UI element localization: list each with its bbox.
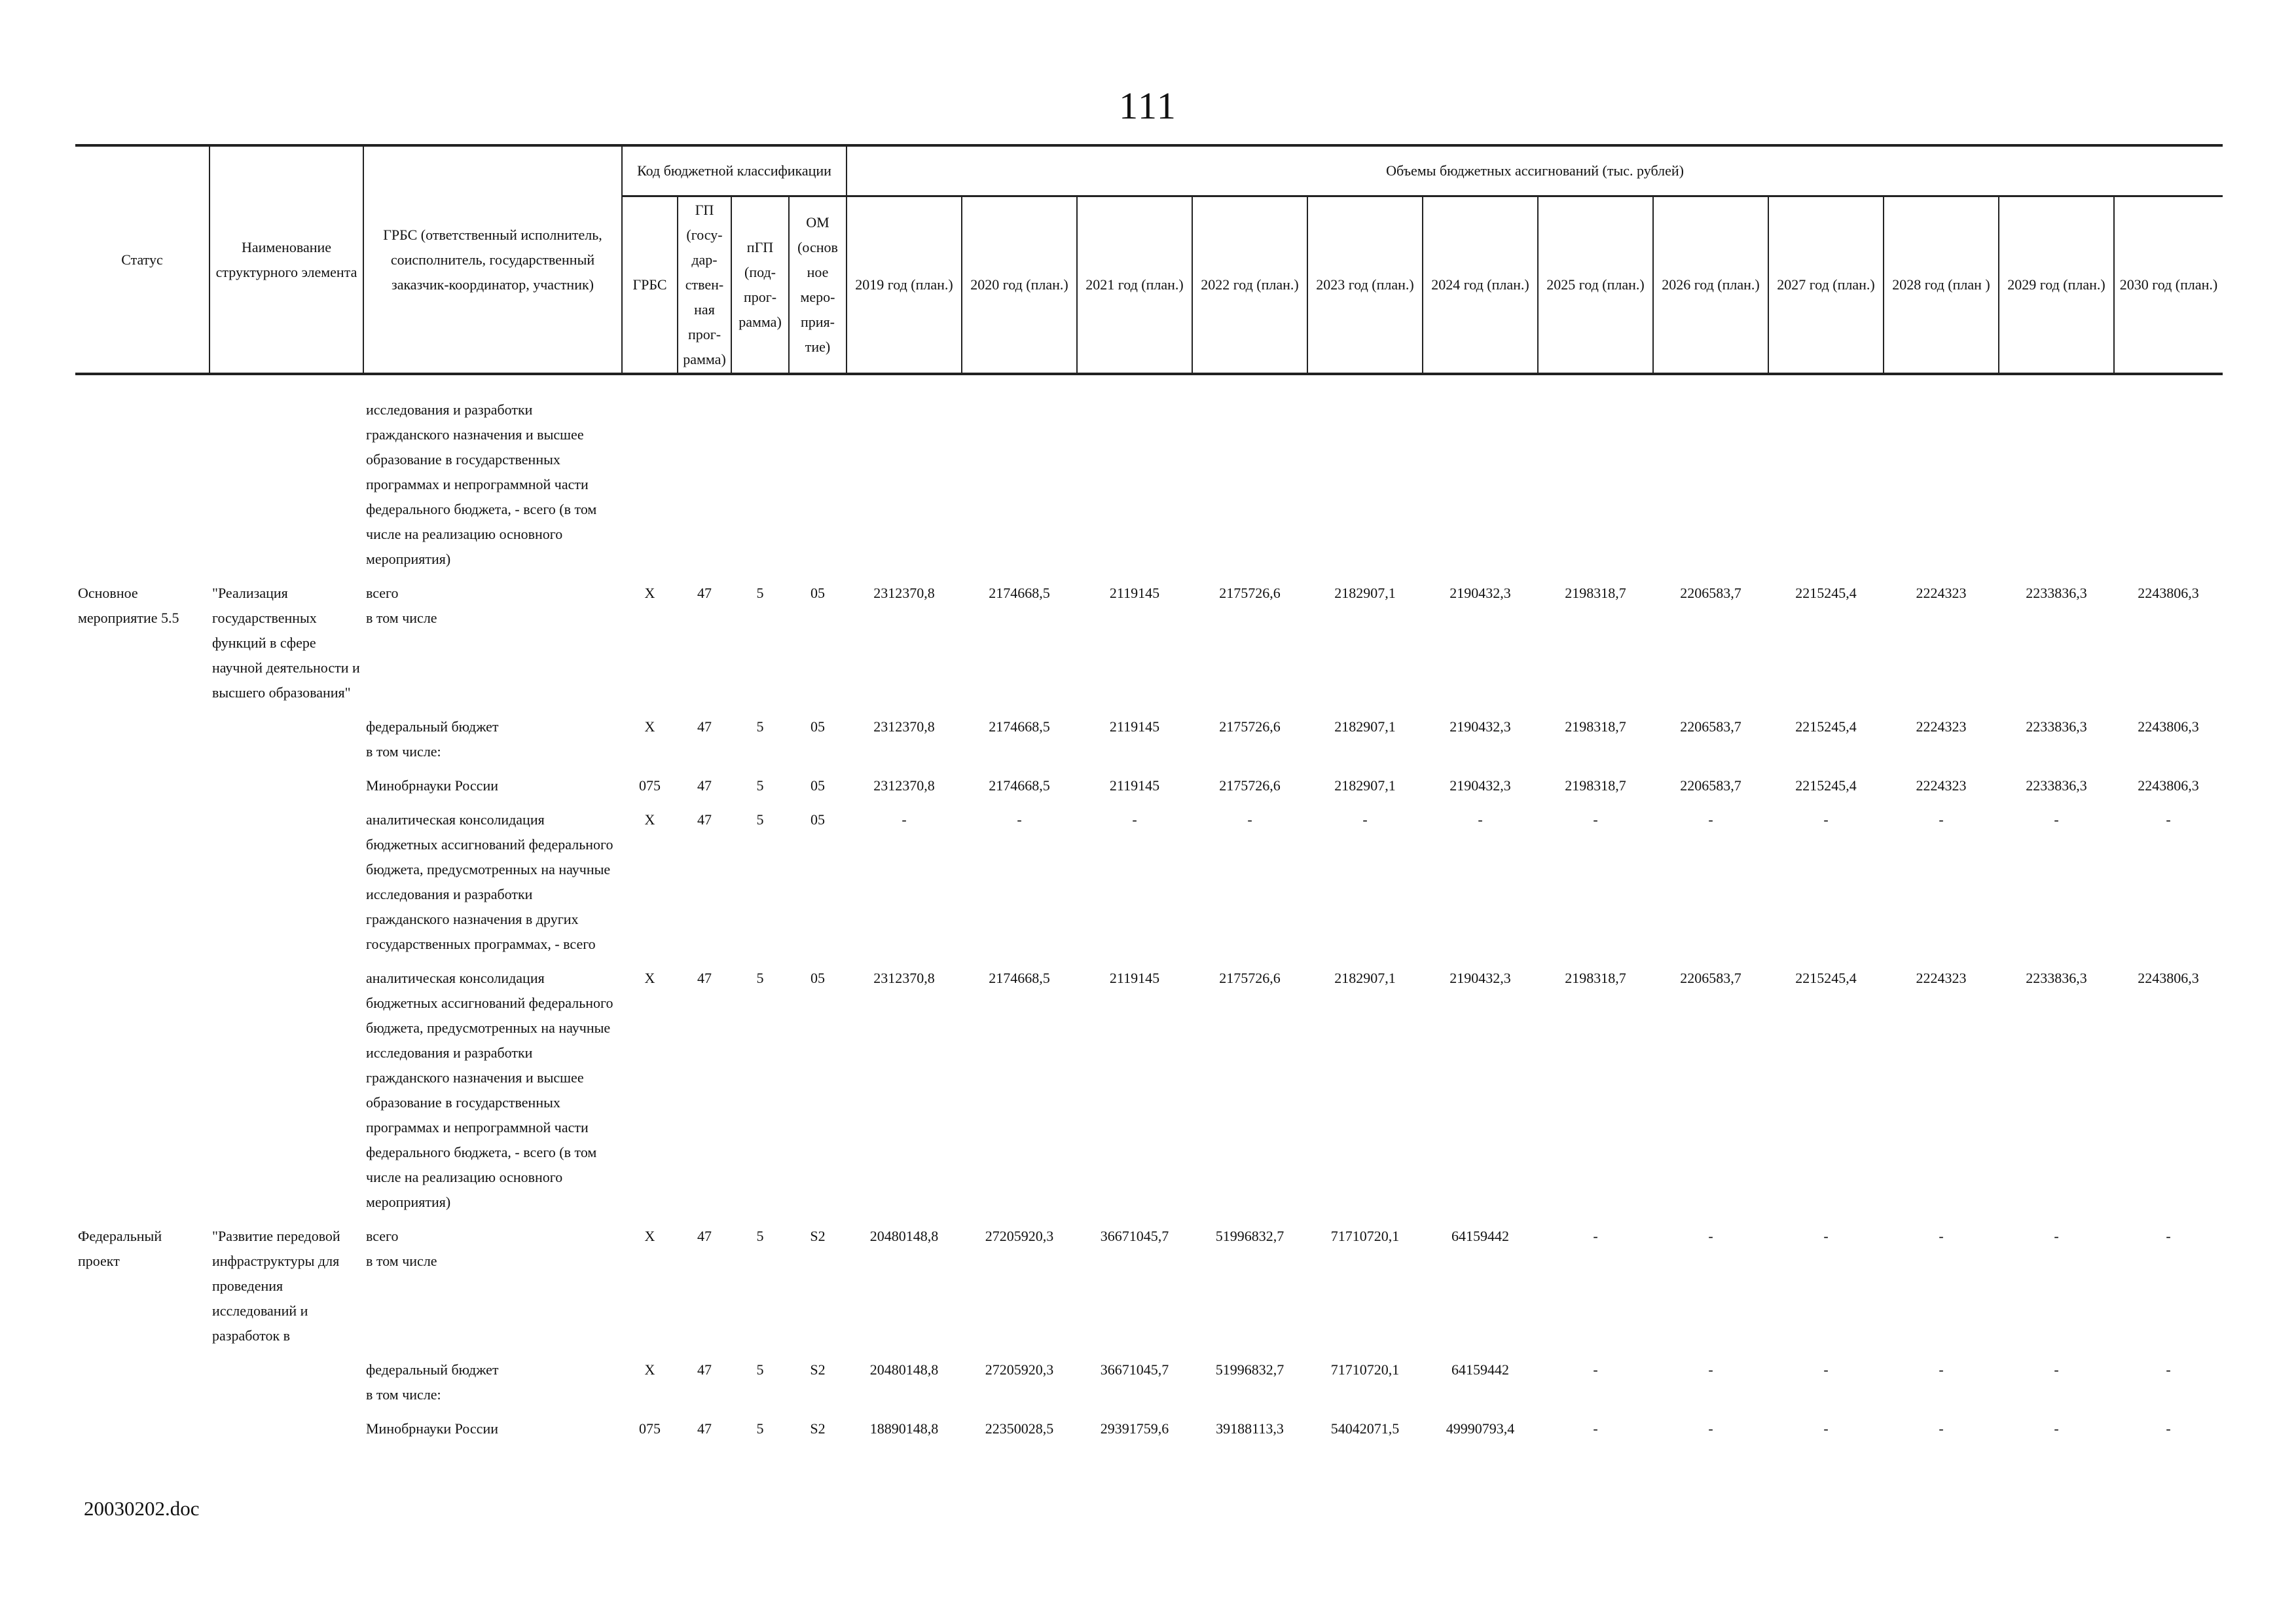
row-status: [75, 807, 210, 957]
row-grbs-code: Х: [644, 970, 655, 986]
header-year: 2024 год (план.): [1423, 196, 1538, 375]
row-pgp-code: 5: [756, 811, 764, 828]
row-status: Основное мероприятие 5.5: [78, 585, 179, 626]
row-year-value: -: [1939, 1420, 1944, 1437]
row-om-code: 05: [811, 970, 825, 986]
row-om-code: S2: [810, 1361, 826, 1378]
header-year: 2026 год (план.): [1653, 196, 1768, 375]
row-year-value: -: [1939, 1361, 1944, 1378]
row-year-value: -: [1593, 811, 1598, 828]
row-grbs-text: исследования и разработки гражданского назначения и высшее образование в государственных программах и непрограммной части федерального бюджета, - всего (в том числе на реализацию основного мероприятия): [366, 401, 597, 567]
row-year-value: -: [1593, 1361, 1598, 1378]
row-year-value: 2174668,5: [989, 585, 1050, 601]
row-year-value: 2243806,3: [2138, 718, 2199, 735]
header-grbs: ГРБС: [622, 196, 678, 375]
header-year: 2020 год (план.): [962, 196, 1077, 375]
table-row: [75, 397, 2223, 572]
row-pgp-code: [731, 397, 789, 572]
row-year-value: 2190432,3: [1449, 970, 1511, 986]
row-year-value: -: [2054, 1420, 2059, 1437]
row-year-value: -: [2166, 811, 2171, 828]
table-row: [75, 1416, 2223, 1441]
row-year-value: 36671045,7: [1100, 1228, 1169, 1244]
row-element-name: [210, 714, 363, 764]
header-grbs-full: ГРБС (ответственный исполнитель, соисполнитель, государственный заказчик-координатор, участник): [363, 145, 622, 374]
row-year-value: 18890148,8: [869, 1420, 939, 1437]
header-year: 2027 год (план.): [1768, 196, 1884, 375]
row-om-code: [789, 397, 847, 572]
row-pgp-code: 5: [756, 1420, 764, 1437]
row-status: Федеральный проект: [78, 1228, 162, 1269]
table-body: [75, 374, 2223, 1450]
row-pgp-code: 5: [756, 1361, 764, 1378]
row-grbs-code: [622, 397, 678, 572]
row-year-value: 2206583,7: [1680, 585, 1741, 601]
row-grbs-text: Минобрнауки России: [366, 777, 498, 794]
row-grbs-text: аналитическая консолидация бюджетных ассигнований федерального бюджета, предусмотренных на научные исследования и разработки гражданского назначения и высшее образование в государственных программах и непрограммной части федерального бюджета, - всего (в том числе на реализацию основного мероприятия): [366, 970, 613, 1210]
budget-allocation-table: [75, 144, 2223, 1450]
row-year-value: 2215245,4: [1795, 777, 1857, 794]
header-gp: ГП (госу-дар-ствен-ная прог-рамма): [678, 196, 731, 375]
row-year-value: 2198318,7: [1565, 777, 1626, 794]
row-status: [75, 1357, 210, 1407]
row-year-value: -: [1708, 1361, 1713, 1378]
document-filename: 20030202.doc: [84, 1497, 200, 1520]
row-year-value: -: [1823, 1361, 1829, 1378]
row-element-name: [210, 397, 363, 572]
row-gp-code: 47: [697, 1420, 712, 1437]
row-grbs-code: Х: [644, 811, 655, 828]
row-grbs-text: федеральный бюджет в том числе:: [366, 718, 499, 760]
row-year-value: 2215245,4: [1795, 970, 1857, 986]
row-year-value: 2206583,7: [1680, 970, 1741, 986]
row-element-name: "Развитие передовой инфраструктуры для проведения исследований и разработок в: [212, 1228, 340, 1344]
row-year-value: -: [2054, 1228, 2059, 1244]
row-pgp-code: 5: [756, 1228, 764, 1244]
table-row: [75, 807, 2223, 957]
row-pgp-code: 5: [756, 718, 764, 735]
row-year-value: 2174668,5: [989, 970, 1050, 986]
row-year-value: 2174668,5: [989, 718, 1050, 735]
row-year-value: 2174668,5: [989, 777, 1050, 794]
header-year: 2023 год (план.): [1307, 196, 1423, 375]
row-status: [75, 1416, 210, 1441]
row-year-value: -: [1593, 1228, 1598, 1244]
row-year-value: 2233836,3: [2026, 777, 2087, 794]
row-year-value: -: [2166, 1420, 2171, 1437]
row-gp-code: 47: [697, 1228, 712, 1244]
row-year-value: 2175726,6: [1219, 970, 1281, 986]
row-year-value: 27205920,3: [985, 1361, 1054, 1378]
row-grbs-code: Х: [644, 718, 655, 735]
row-year-value: 2312370,8: [873, 777, 935, 794]
header-year: 2021 год (план.): [1077, 196, 1192, 375]
row-grbs-text: федеральный бюджет в том числе:: [366, 1361, 499, 1403]
row-grbs-code: Х: [644, 585, 655, 601]
row-year-value: 2215245,4: [1795, 585, 1857, 601]
header-element-name: Наименование структурного элемента: [210, 145, 363, 374]
header-om: ОМ (основ ное меро-прия-тие): [789, 196, 847, 375]
row-gp-code: [678, 397, 731, 572]
page-number: 111: [1119, 84, 1177, 127]
row-year-value: [1307, 397, 1423, 572]
row-year-value: -: [2054, 811, 2059, 828]
row-year-value: -: [1708, 1420, 1713, 1437]
row-grbs-code: 075: [639, 1420, 661, 1437]
row-gp-code: 47: [697, 970, 712, 986]
row-year-value: -: [1823, 1228, 1829, 1244]
header-year: 2022 год (план.): [1192, 196, 1307, 375]
row-om-code: 05: [811, 777, 825, 794]
row-year-value: -: [2166, 1228, 2171, 1244]
row-gp-code: 47: [697, 1361, 712, 1378]
row-year-value: 2119145: [1109, 970, 1160, 986]
header-year: 2030 год (план.): [2114, 196, 2223, 375]
header-year: 2019 год (план.): [847, 196, 962, 375]
row-year-value: [1884, 397, 1999, 572]
row-year-value: -: [1939, 1228, 1944, 1244]
row-year-value: 2224323: [1916, 970, 1967, 986]
row-element-name: [210, 1416, 363, 1441]
row-pgp-code: 5: [756, 970, 764, 986]
row-om-code: S2: [810, 1228, 826, 1244]
table-row: [75, 1224, 2223, 1348]
row-year-value: 2119145: [1109, 718, 1160, 735]
row-year-value: -: [1017, 811, 1022, 828]
row-year-value: 2233836,3: [2026, 970, 2087, 986]
header-year: 2028 год (план ): [1884, 196, 1999, 375]
row-grbs-code: Х: [644, 1361, 655, 1378]
row-year-value: 20480148,8: [869, 1228, 939, 1244]
table-header: [75, 145, 2223, 374]
row-year-value: -: [1247, 811, 1252, 828]
row-grbs-text: Минобрнауки России: [366, 1420, 498, 1437]
row-year-value: [1768, 397, 1884, 572]
row-year-value: 49990793,4: [1446, 1420, 1515, 1437]
row-year-value: -: [1939, 811, 1944, 828]
row-status: [75, 773, 210, 798]
row-year-value: -: [902, 811, 907, 828]
row-year-value: 2312370,8: [873, 718, 935, 735]
row-year-value: 2206583,7: [1680, 777, 1741, 794]
row-year-value: 39188113,3: [1216, 1420, 1284, 1437]
header-volume-group: Объемы бюджетных ассигнований (тыс. рублей): [847, 145, 2223, 196]
table-row: [75, 966, 2223, 1215]
table-row: [75, 773, 2223, 798]
row-grbs-text: аналитическая консолидация бюджетных ассигнований федерального бюджета, предусмотренных на научные исследования и разработки гражданского назначения в других государственных программах, - всего: [366, 811, 613, 952]
row-year-value: -: [1132, 811, 1137, 828]
row-gp-code: 47: [697, 777, 712, 794]
row-year-value: 2312370,8: [873, 970, 935, 986]
row-grbs-text: всего в том числе: [366, 585, 437, 626]
header-status: Статус: [75, 145, 210, 374]
row-year-value: 64159442: [1451, 1228, 1510, 1244]
header-code-group: Код бюджетной классификации: [622, 145, 847, 196]
row-year-value: 2182907,1: [1334, 585, 1396, 601]
row-year-value: 2119145: [1109, 585, 1160, 601]
row-gp-code: 47: [697, 811, 712, 828]
row-year-value: [962, 397, 1077, 572]
row-year-value: [1192, 397, 1307, 572]
row-year-value: 51996832,7: [1215, 1361, 1285, 1378]
header-year: 2029 год (план.): [1999, 196, 2114, 375]
row-year-value: [847, 397, 962, 572]
row-year-value: 71710720,1: [1330, 1361, 1400, 1378]
row-grbs-code: Х: [644, 1228, 655, 1244]
row-year-value: 2182907,1: [1334, 970, 1396, 986]
row-year-value: 2198318,7: [1565, 970, 1626, 986]
row-status: [75, 966, 210, 1215]
row-pgp-code: 5: [756, 777, 764, 794]
row-year-value: -: [1823, 811, 1829, 828]
row-year-value: 2243806,3: [2138, 777, 2199, 794]
row-om-code: 05: [811, 718, 825, 735]
row-year-value: 2119145: [1109, 777, 1160, 794]
row-year-value: 29391759,6: [1100, 1420, 1169, 1437]
row-status: [75, 397, 210, 572]
row-year-value: 2224323: [1916, 777, 1967, 794]
row-year-value: -: [1478, 811, 1483, 828]
row-pgp-code: 5: [756, 585, 764, 601]
row-year-value: 22350028,5: [985, 1420, 1054, 1437]
row-gp-code: 47: [697, 718, 712, 735]
header-year: 2025 год (план.): [1538, 196, 1653, 375]
row-year-value: 2215245,4: [1795, 718, 1857, 735]
row-year-value: 36671045,7: [1100, 1361, 1169, 1378]
row-year-value: 2198318,7: [1565, 585, 1626, 601]
row-om-code: 05: [811, 811, 825, 828]
row-year-value: 51996832,7: [1215, 1228, 1285, 1244]
row-year-value: 71710720,1: [1330, 1228, 1400, 1244]
row-year-value: 2175726,6: [1219, 585, 1281, 601]
row-element-name: [210, 1357, 363, 1407]
row-year-value: 27205920,3: [985, 1228, 1054, 1244]
row-year-value: -: [2054, 1361, 2059, 1378]
row-year-value: 2233836,3: [2026, 585, 2087, 601]
row-year-value: [1653, 397, 1768, 572]
row-year-value: 64159442: [1451, 1361, 1510, 1378]
row-year-value: 2175726,6: [1219, 777, 1281, 794]
row-element-name: [210, 773, 363, 798]
row-grbs-code: 075: [639, 777, 661, 794]
row-year-value: 2190432,3: [1449, 585, 1511, 601]
row-year-value: 2190432,3: [1449, 718, 1511, 735]
row-gp-code: 47: [697, 585, 712, 601]
row-year-value: [1077, 397, 1192, 572]
row-om-code: S2: [810, 1420, 826, 1437]
row-year-value: -: [1823, 1420, 1829, 1437]
row-year-value: 2312370,8: [873, 585, 935, 601]
row-year-value: 20480148,8: [869, 1361, 939, 1378]
row-year-value: 2190432,3: [1449, 777, 1511, 794]
row-year-value: -: [2166, 1361, 2171, 1378]
row-year-value: -: [1708, 811, 1713, 828]
row-element-name: "Реализация государственных функций в сфере научной деятельности и высшего образования": [212, 585, 360, 701]
row-status: [75, 714, 210, 764]
row-year-value: 2182907,1: [1334, 718, 1396, 735]
row-year-value: 2175726,6: [1219, 718, 1281, 735]
row-year-value: -: [1362, 811, 1368, 828]
row-year-value: -: [1708, 1228, 1713, 1244]
row-year-value: -: [1593, 1420, 1598, 1437]
table-row: [75, 714, 2223, 764]
row-year-value: 2243806,3: [2138, 585, 2199, 601]
row-year-value: 2182907,1: [1334, 777, 1396, 794]
row-year-value: 2233836,3: [2026, 718, 2087, 735]
row-year-value: 2224323: [1916, 718, 1967, 735]
row-year-value: 2206583,7: [1680, 718, 1741, 735]
row-element-name: [210, 966, 363, 1215]
row-year-value: [1423, 397, 1538, 572]
row-year-value: 2243806,3: [2138, 970, 2199, 986]
row-year-value: 54042071,5: [1330, 1420, 1400, 1437]
row-year-value: 2224323: [1916, 585, 1967, 601]
header-pgp: пГП (под-прог-рамма): [731, 196, 789, 375]
row-year-value: 2198318,7: [1565, 718, 1626, 735]
table-row: [75, 1357, 2223, 1407]
row-year-value: [2114, 397, 2223, 572]
row-year-value: [1999, 397, 2114, 572]
row-om-code: 05: [811, 585, 825, 601]
row-year-value: [1538, 397, 1653, 572]
row-element-name: [210, 807, 363, 957]
table-row: [75, 581, 2223, 705]
row-grbs-text: всего в том числе: [366, 1228, 437, 1269]
